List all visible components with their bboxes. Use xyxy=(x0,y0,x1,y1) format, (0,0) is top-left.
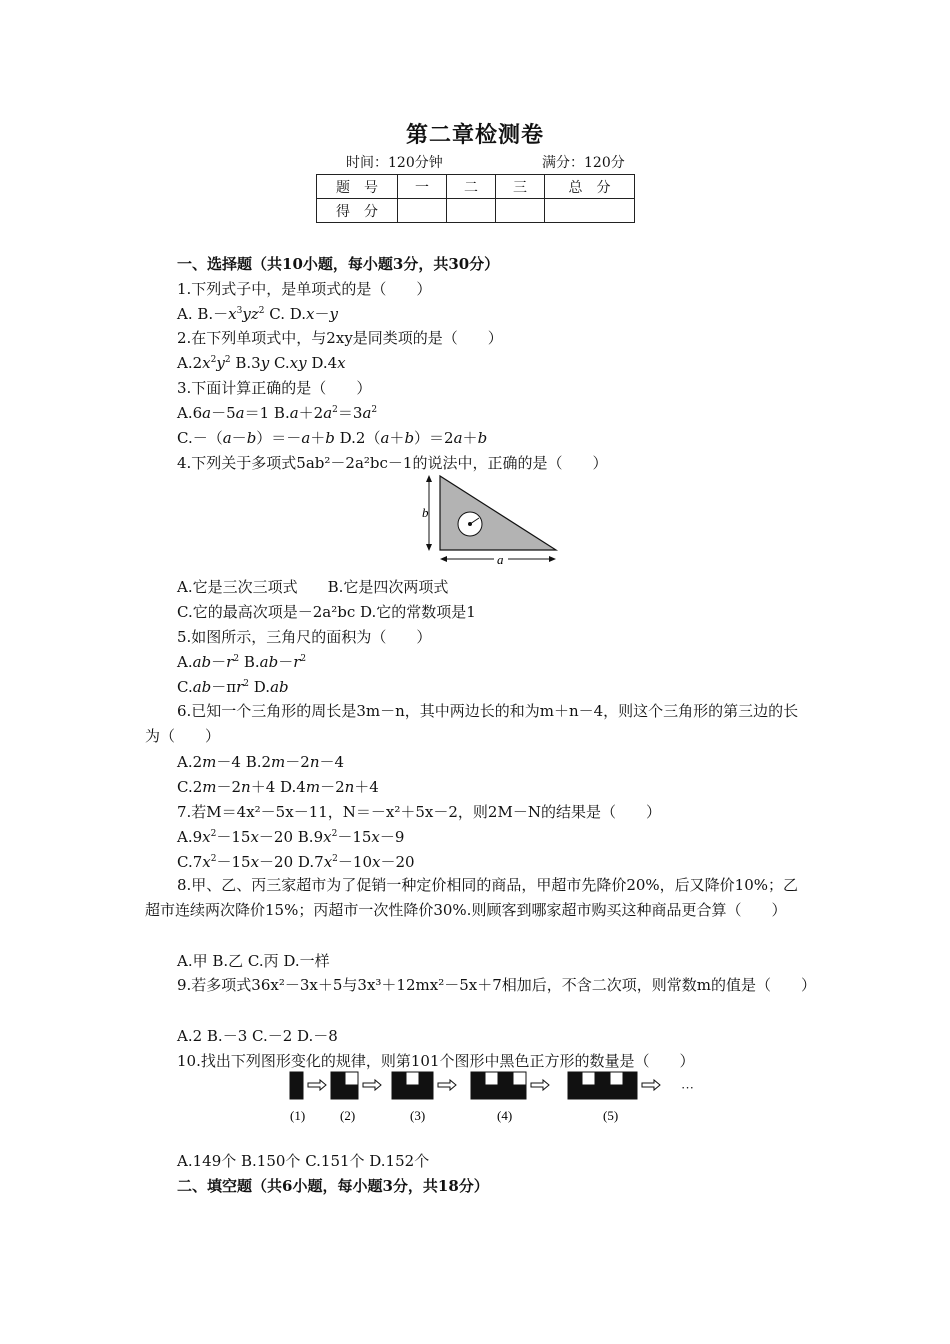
white-square xyxy=(406,1072,419,1085)
score-row-label: 得 分 xyxy=(317,199,398,223)
question-6-options-ab: A.2m－4 B.2m－2n－4 xyxy=(177,753,345,771)
pattern-label-4: (4) xyxy=(497,1108,513,1123)
exam-full-score: 满分：120分 xyxy=(542,155,625,171)
black-square xyxy=(420,1086,433,1099)
arrow-icon xyxy=(308,1080,326,1090)
pattern-label-5: (5) xyxy=(603,1108,619,1123)
section-2-heading: 二、填空题（共6小题，每小题3分，共18分） xyxy=(177,1177,489,1195)
question-7-options-cd: $C.7x^2-15x-20$ $D.7x^2-10x-20$ xyxy=(177,853,415,871)
question-3-options-ab: A.6a－5a＝1 $B.a+2a^2=3a^2$ xyxy=(177,404,378,422)
pattern-label-2: (2) xyxy=(340,1108,356,1123)
square-pattern-figure xyxy=(286,1070,706,1130)
question-1: 1.下列式子中，是单项式的是（ ） xyxy=(177,280,432,298)
black-square xyxy=(471,1086,484,1099)
label-b: b xyxy=(422,505,429,520)
question-5: 5.如图所示，三角尺的面积为（ ） xyxy=(177,628,432,646)
score-cell xyxy=(447,199,496,223)
question-3: 3.下面计算正确的是（ ） xyxy=(177,379,372,397)
black-square xyxy=(392,1086,405,1099)
question-9-options: A.2 B.－3 C.－2 D.－8 xyxy=(177,1027,338,1045)
white-square xyxy=(513,1072,526,1085)
white-square xyxy=(610,1072,623,1085)
question-6-options-cd: C.2m－2n＋4 D.4m－2n＋4 xyxy=(177,778,379,796)
score-header-total: 总 分 xyxy=(545,175,635,199)
score-header-2: 二 xyxy=(447,175,496,199)
black-square xyxy=(568,1072,581,1085)
black-square xyxy=(499,1072,512,1085)
question-3-options-cd: C.－（a－b）＝－a＋b D.2（a＋b）＝2a＋b xyxy=(177,429,488,447)
arrow-icon xyxy=(438,1080,456,1090)
black-square xyxy=(485,1086,498,1099)
black-square xyxy=(513,1086,526,1099)
score-header-1: 一 xyxy=(398,175,447,199)
black-square xyxy=(568,1086,581,1099)
question-10-options: A.149个 B.150个 C.151个 D.152个 xyxy=(177,1152,430,1170)
black-square xyxy=(596,1072,609,1085)
score-table xyxy=(316,174,635,223)
arrow-icon xyxy=(363,1080,381,1090)
score-header-3: 三 xyxy=(496,175,545,199)
black-square xyxy=(582,1086,595,1099)
black-square xyxy=(624,1086,637,1099)
white-square xyxy=(485,1072,498,1085)
question-5-options-ab: $A.ab-r^2$ $B.ab-r^2$ xyxy=(177,653,307,671)
white-square xyxy=(345,1072,358,1085)
black-square xyxy=(471,1072,484,1085)
question-1-options: A. $B.-x^3yz^2$ C. D.x－y xyxy=(177,305,338,323)
section-1-heading: 一、选择题（共10小题，每小题3分，共30分） xyxy=(177,255,500,273)
score-cell xyxy=(545,199,635,223)
question-2: 2.在下列单项式中，与2xy是同类项的是（ ） xyxy=(177,329,503,347)
black-square xyxy=(610,1086,623,1099)
black-square xyxy=(499,1086,512,1099)
black-square xyxy=(406,1086,419,1099)
score-cell xyxy=(398,199,447,223)
black-square xyxy=(392,1072,405,1085)
score-cell xyxy=(496,199,545,223)
black-square xyxy=(290,1086,303,1099)
black-square xyxy=(331,1086,344,1099)
question-7-options-ab: $A.9x^2-15x-20$ $B.9x^2-15x-9$ xyxy=(177,828,405,846)
question-4-options-cd: C.它的最高次项是－2a²bc D.它的常数项是1 xyxy=(177,603,476,621)
white-square xyxy=(582,1072,595,1085)
question-9: 9.若多项式36x²－3x＋5与3x³＋12mx²－5x＋7相加后，不含二次项，则常数m的值是（ ） xyxy=(177,976,816,994)
square-pattern xyxy=(290,1072,660,1099)
question-4-options-ab: A.它是三次三项式 B.它是四次两项式 xyxy=(177,578,449,596)
question-5-options-cd: $C.ab-\pi r^2$ D.ab xyxy=(177,678,289,696)
arrow-icon xyxy=(642,1080,660,1090)
black-square xyxy=(596,1086,609,1099)
pattern-label-1: (1) xyxy=(290,1108,306,1123)
black-square xyxy=(290,1072,303,1085)
question-10: 10.找出下列图形变化的规律，则第101个图形中黑色正方形的数量是（ ） xyxy=(177,1052,695,1070)
question-2-options: $A.2x^2y^2$ B.3y C.xy D.4x xyxy=(177,354,346,372)
triangle-ruler-figure xyxy=(414,472,564,568)
page-title: 第二章检测卷 xyxy=(405,122,544,148)
pattern-label-3: (3) xyxy=(410,1108,426,1123)
arrow-icon xyxy=(531,1080,549,1090)
question-7: 7.若M＝4x²－5x－11，N＝－x²＋5x－2，则2M－N的结果是（ ） xyxy=(177,803,661,821)
question-4: 4.下列关于多项式5ab²－2a²bc－1的说法中，正确的是（ ） xyxy=(177,454,608,472)
question-8-options: A.甲 B.乙 C.丙 D.一样 xyxy=(177,952,330,970)
black-square xyxy=(331,1072,344,1085)
pattern-ellipsis: ··· xyxy=(681,1080,694,1095)
question-6: 6.已知一个三角形的周长是3m－n，其中两边长的和为m＋n－4，则这个三角形的第三边的长为（ ） xyxy=(145,702,799,745)
black-square xyxy=(345,1086,358,1099)
black-square xyxy=(420,1072,433,1085)
score-header-label: 题 号 xyxy=(317,175,398,199)
exam-time: 时间：120分钟 xyxy=(346,155,443,171)
label-a: a xyxy=(497,552,504,567)
black-square xyxy=(624,1072,637,1085)
question-8: 8.甲、乙、丙三家超市为了促销一种定价相同的商品，甲超市先降价20%，后又降价10%；乙超市连续两次降价15%；丙超市一次性降价30%.则顾客到哪家超市购买这种商品更合算（ ） xyxy=(145,876,798,919)
